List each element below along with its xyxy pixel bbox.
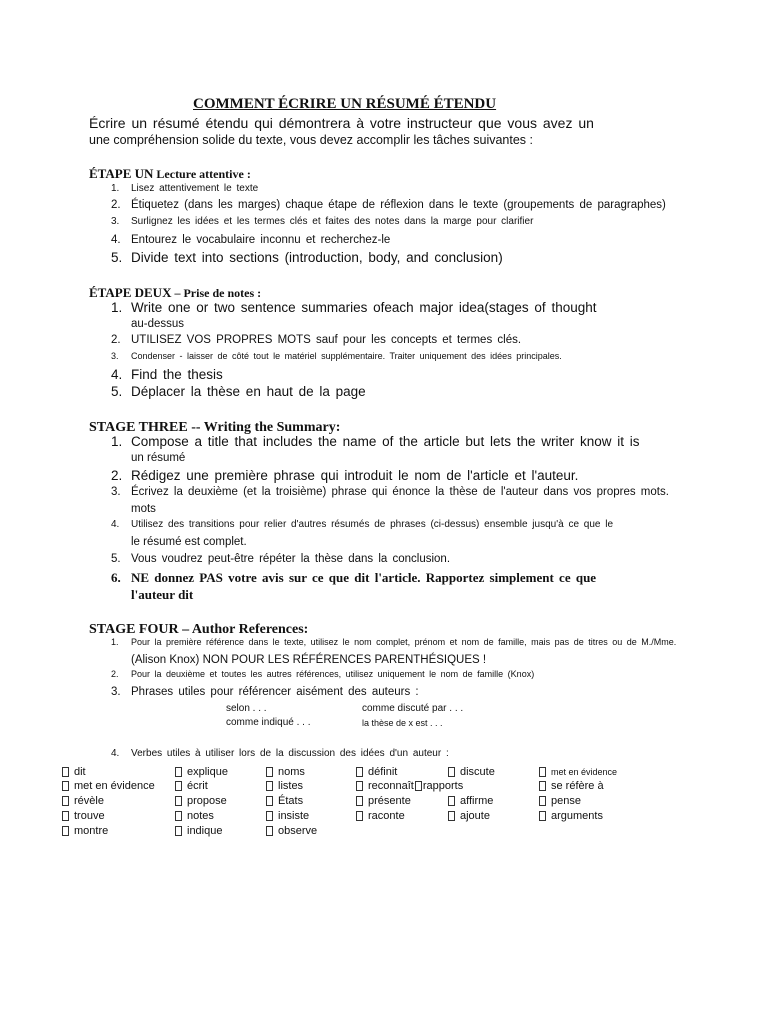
intro-line-1: Écrire un résumé étendu qui démontrera à votre instructeur que vous avez un [89,115,594,131]
checkbox-icon [415,781,422,791]
checkbox-icon [448,796,455,806]
verb-dit: dit [62,766,86,778]
stage-four-label: STAGE FOUR [89,622,179,637]
stage-four-item-2: 2. Pour la deuxième et toutes les autres références, utilisez uniquement le nom de famille (Knox) [111,669,535,679]
verb-etats: États [266,795,303,807]
stage-four-item-3: 3. Phrases utiles pour référencer aisément des auteurs : [111,686,419,698]
stage-two-item-1-cont: au-dessus [131,318,185,330]
stage-four-item-1: 1. Pour la première référence dans le texte, utilisez le nom complet, prénom et nom de famille, mais pas de titres ou de M./Mme. [111,637,677,647]
verb-met-en-evidence: met en évidence [62,780,155,792]
checkbox-icon [266,796,273,806]
verb-discute: discute [448,766,495,778]
stage-one-item-1: 1. Lisez attentivement le texte [111,183,259,194]
stage-one-item-5: 5. Divide text into sections (introduction, body, and conclusion) [111,250,503,265]
stage-three-item-4: 4. Utilisez des transitions pour relier d'autres résumés de phrases (ci-dessus) ensemble jusqu'à ce que le [111,519,614,530]
verb-indique: indique [175,825,222,837]
stage-two-item-3: 3. Condenser - laisser de côté tout le matériel supplémentaire. Traiter uniquement des idées principales. [111,351,562,361]
checkbox-icon [175,811,182,821]
phrase-these-de-x: la thèse de x est . . . [362,718,443,728]
checkbox-icon [356,796,363,806]
stage-two-item-5: 5. Déplacer la thèse en haut de la page [111,384,366,399]
stage-one-item-2: 2. Étiquetez (dans les marges) chaque étape de réflexion dans le texte (groupements de paragraphes) [111,199,666,211]
stage-two-item-4: 4. Find the thesis [111,367,223,382]
verb-rapports: rapports [422,780,464,792]
verb-pense: pense [539,795,581,807]
stage-two-item-2: 2. UTILISEZ VOS PROPRES MOTS sauf pour les concepts et termes clés. [111,334,522,346]
checkbox-icon [539,767,546,777]
checkbox-icon [62,811,69,821]
stage-three-item-6-cont: l'auteur dit [131,587,194,602]
stage-two-title: – Prise de notes : [171,286,262,300]
stage-four-title: – Author References: [178,622,309,637]
verb-raconte: raconte [356,810,405,822]
verb-noms: noms [266,766,305,778]
stage-one-item-3: 3. Surlignez les idées et les termes clés et faites des notes dans la marge pour clarifier [111,216,534,227]
checkbox-icon [539,811,546,821]
checkbox-icon [62,796,69,806]
intro-line-2: une compréhension solide du texte, vous devez accomplir les tâches suivantes : [89,133,533,147]
stage-three-item-5: 5. Vous voudrez peut-être répéter la thèse dans la conclusion. [111,553,451,565]
phrase-comme-indique: comme indiqué . . . [226,717,311,728]
checkbox-icon [175,796,182,806]
checkbox-icon [175,767,182,777]
verb-definit: définit [356,766,397,778]
verb-notes: notes [175,810,214,822]
verb-se-refere-a: se réfère à [539,780,604,792]
checkbox-icon [62,826,69,836]
stage-one-title: Lecture attentive : [153,167,251,181]
stage-three-item-3-cont: mots [131,503,156,515]
verb-listes: listes [266,780,303,792]
stage-four-heading [89,620,308,638]
stage-one-item-4: 4. Entourez le vocabulaire inconnu et recherchez-le [111,234,391,246]
stage-one-heading [89,165,251,183]
checkbox-icon [266,781,273,791]
verb-arguments: arguments [539,810,603,822]
stage-three-title: -- Writing the Summary: [187,420,341,435]
stage-four-item-4: 4. Verbes utiles à utiliser lors de la discussion des idées d'un auteur : [111,748,449,759]
page-title: COMMENT ÉCRIRE UN RÉSUMÉ ÉTENDU [193,96,497,112]
verb-explique: explique [175,766,228,778]
stage-three-item-2: 2. Rédigez une première phrase qui introduit le nom de l'article et l'auteur. [111,468,579,483]
verb-observe: observe [266,825,317,837]
verb-affirme: affirme [448,795,493,807]
checkbox-icon [539,781,546,791]
stage-three-item-1: 1. Compose a title that includes the name of the article but lets the writer know it is [111,434,640,449]
stage-three-item-4-cont: le résumé est complet. [131,536,247,548]
verb-met-en-evidence-2: met en évidence [539,767,617,777]
checkbox-icon [448,811,455,821]
phrase-selon: selon . . . [226,703,267,714]
phrase-comme-discute: comme discuté par . . . [362,703,464,714]
verb-montre: montre [62,825,108,837]
verb-revele: révèle [62,795,104,807]
stage-three-label: STAGE THREE [89,420,188,435]
stage-two-item-1: 1. Write one or two sentence summaries ofeach major idea(stages of thought [111,300,597,315]
checkbox-icon [356,781,363,791]
stage-one-label: ÉTAPE UN [89,166,154,181]
verb-trouve: trouve [62,810,105,822]
stage-three-item-3: 3. Écrivez la deuxième (et la troisième) phrase qui énonce la thèse de l'auteur dans vos propres mots. [111,486,669,498]
verb-ecrit: écrit [175,780,208,792]
verb-presente: présente [356,795,411,807]
stage-three-item-1-cont: un résumé [131,452,186,464]
checkbox-icon [175,826,182,836]
stage-two-label: ÉTAPE DEUX [89,285,172,300]
checkbox-icon [175,781,182,791]
verb-propose: propose [175,795,227,807]
checkbox-icon [266,826,273,836]
checkbox-icon [539,796,546,806]
checkbox-icon [356,811,363,821]
checkbox-icon [266,767,273,777]
checkbox-icon [62,767,69,777]
stage-four-item-1-cont: (Alison Knox) NON POUR LES RÉFÉRENCES PARENTHÉSIQUES ! [131,654,487,666]
checkbox-icon [266,811,273,821]
verb-ajoute: ajoute [448,810,490,822]
verb-insiste: insiste [266,810,309,822]
stage-three-item-6: 6. NE donnez PAS votre avis sur ce que dit l'article. Rapportez simplement ce que [111,570,597,585]
checkbox-icon [356,767,363,777]
checkbox-icon [62,781,69,791]
checkbox-icon [448,767,455,777]
verb-reconnait: reconnaît rapports [356,780,463,792]
